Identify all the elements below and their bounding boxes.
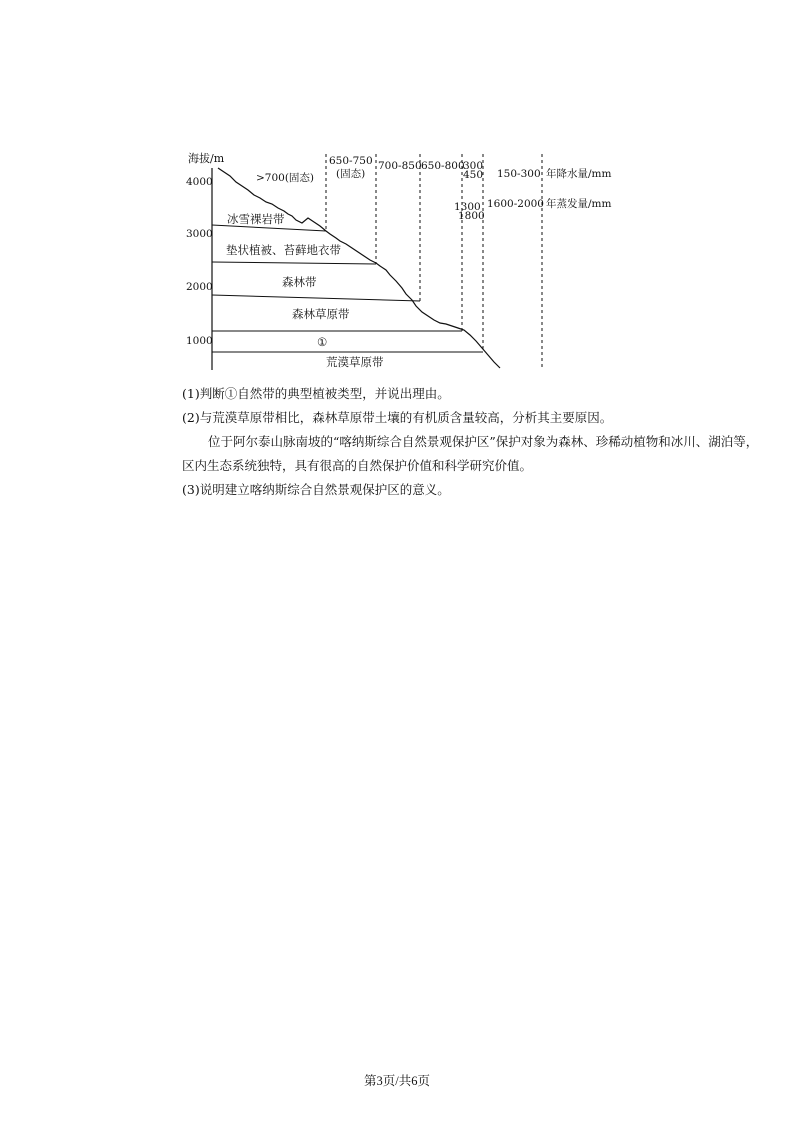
zone-profile-svg	[180, 148, 620, 378]
precip-label-4: 650-800	[421, 160, 465, 172]
precip-label-1: >700(固态)	[256, 172, 315, 184]
evap-label-1a: 1300	[454, 201, 481, 213]
zone-label-forest-steppe: 森林草原带	[292, 307, 350, 321]
y-tick-2000: 2000	[186, 281, 213, 293]
precip-label-2: 650-750	[329, 155, 373, 167]
y-tick-1000: 1000	[186, 335, 213, 347]
y-tick-3000: 3000	[186, 228, 213, 240]
mountain-slope	[218, 168, 500, 368]
zone-label-desert-steppe: 荒漠草原带	[326, 355, 384, 369]
altitude-zone-diagram	[180, 148, 620, 378]
boundary-forest	[212, 295, 420, 301]
page-footer: 第3页/共6页	[364, 1074, 430, 1088]
precip-legend: 年降水量/mm	[546, 168, 612, 180]
zone-label-snow: 冰雪裸岩带	[227, 212, 285, 226]
passage	[182, 430, 762, 478]
evap-label-1b: 1800	[458, 210, 485, 222]
precip-label-5a: 300	[463, 160, 484, 172]
question-3: (3)说明建立喀纳斯综合自然景观保护区的意义。	[182, 482, 450, 497]
question-2: (2)与荒漠草原带相比，森林草原带土壤的有机质含量较高，分析其主要原因。	[182, 410, 613, 425]
boundary-cushion	[212, 262, 376, 264]
precip-label-2b: (固态)	[336, 168, 366, 180]
question-1: (1)判断①自然带的典型植被类型，并说出理由。	[182, 386, 450, 401]
y-axis-title: 海拔/m	[188, 152, 225, 165]
precip-label-5b: 450	[463, 169, 484, 181]
evap-label-2: 1600-2000	[487, 198, 544, 210]
zone-label-cushion: 垫状植被、苔藓地衣带	[226, 243, 341, 257]
y-tick-4000: 4000	[186, 176, 213, 188]
zone-label-forest: 森林带	[282, 275, 317, 289]
precip-label-6: 150-300	[497, 168, 541, 180]
passage-text: 位于阿尔泰山脉南坡的“喀纳斯综合自然景观保护区”保护对象为森林、珍稀动植物和冰川、湖泊等，区内生态系统独特，具有很高的自然保护价值和科学研究价值。	[182, 434, 759, 473]
zone-label-1: ①	[317, 335, 328, 349]
evap-legend: 年蒸发量/mm	[546, 198, 612, 210]
precip-label-3: 700-850	[378, 160, 422, 172]
